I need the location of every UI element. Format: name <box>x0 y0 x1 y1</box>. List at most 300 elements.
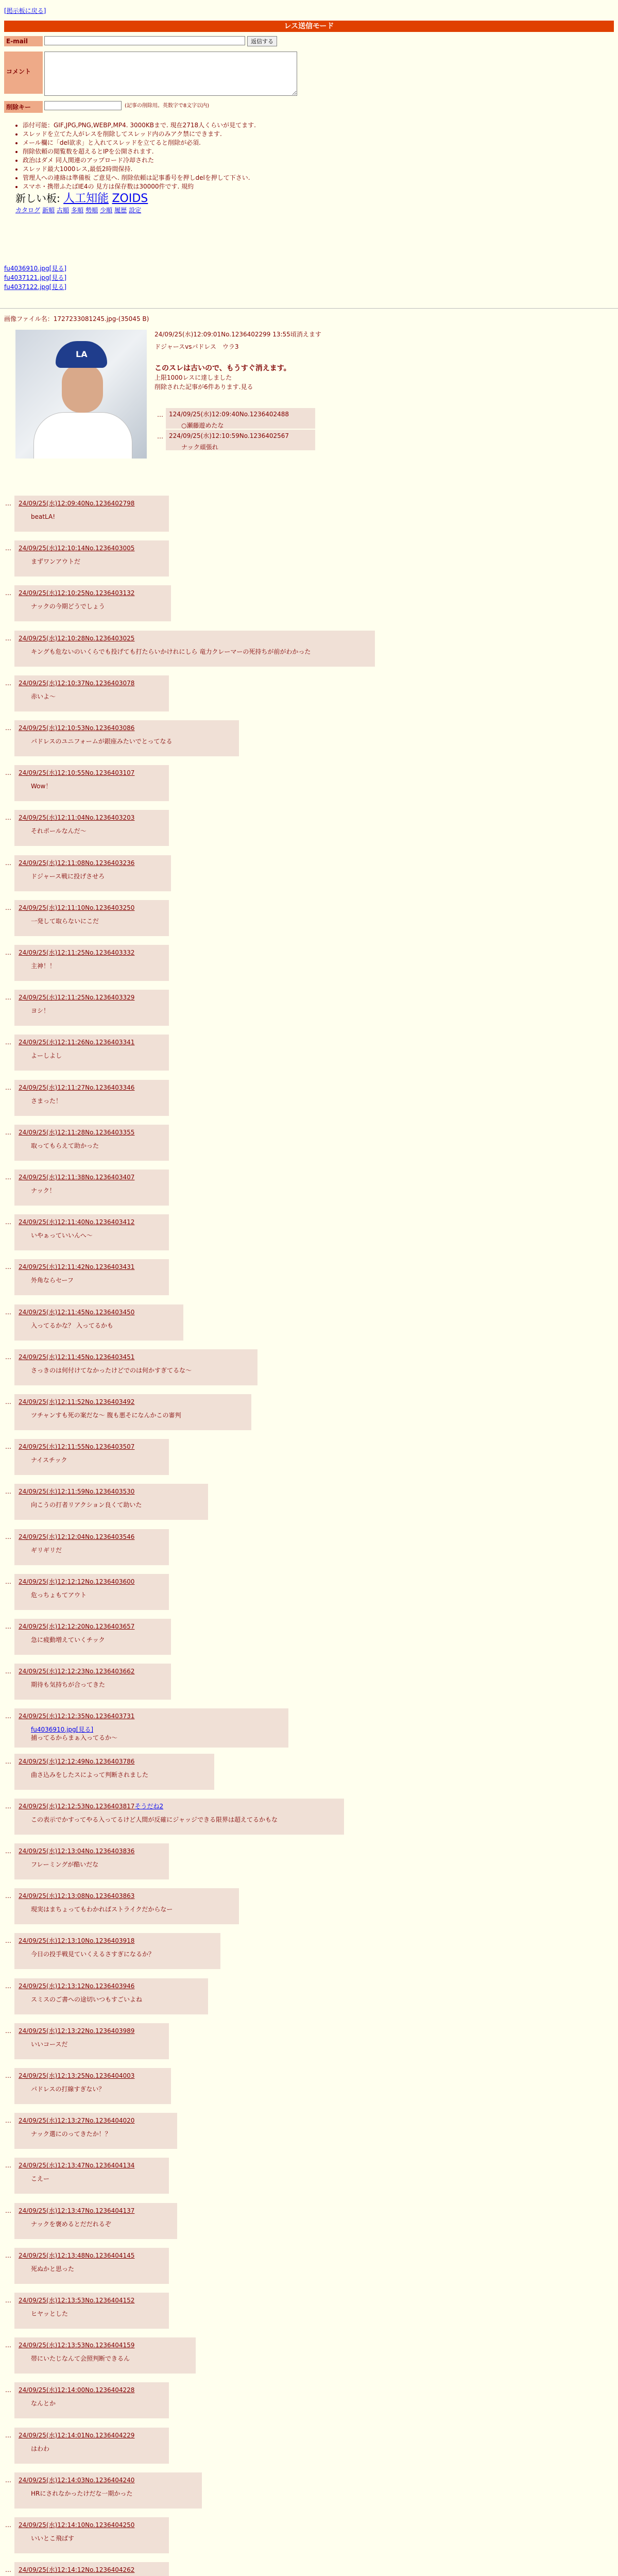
reply-text: ナック頑張れ <box>181 444 218 451</box>
reply-body-text: 外角ならセーフ <box>31 1277 74 1284</box>
reply-post <box>14 990 169 1026</box>
reply-number-link[interactable]: 24/09/25(水)12:09:40No.1236402798 <box>19 500 135 507</box>
reply-text <box>19 2349 192 2363</box>
reply-marker: … <box>5 2566 11 2574</box>
reply-body-text: キングも危ないのいくらでも投げても打たらいかけれにしら 竜力クレーマーの死持ちが前がわかった <box>31 648 311 655</box>
op-title: ドジャースvsパドレス ウラ3 <box>154 343 239 350</box>
reply-number-link[interactable]: 24/09/25(水)12:13:10No.1236403918 <box>19 1937 135 1945</box>
reply-meta <box>19 2071 167 2080</box>
reply-body-text: いいとこ飛ばす <box>31 2535 75 2542</box>
reply-marker: … <box>5 1443 11 1451</box>
reply-marker: … <box>5 1668 11 1675</box>
reply-post <box>14 1664 171 1700</box>
reply-text <box>19 2439 165 2453</box>
file-link[interactable]: fu4037121.jpg[見る] <box>4 274 67 281</box>
reply-post <box>14 2382 169 2418</box>
reply-post <box>14 1708 288 1748</box>
reply-marker: … <box>5 2521 11 2529</box>
reply-marker: … <box>5 2476 11 2484</box>
reply-meta <box>19 1891 235 1900</box>
reply-post <box>14 1574 169 1610</box>
nav-link-古順[interactable]: 古順 <box>57 207 70 214</box>
uploaded-file-links <box>4 264 66 292</box>
reply-number-link[interactable]: 24/09/25(水)12:13:27No.1236404020 <box>19 2117 135 2125</box>
reply-body-text: 捕ってるからまぁ入ってるか～ <box>31 1734 118 1742</box>
reply-meta <box>19 2341 192 2349</box>
reply-body-text: Wow！ <box>31 783 52 790</box>
reply-number-link[interactable]: 24/09/25(水)12:13:22No.1236403989 <box>19 2027 135 2035</box>
reply-marker: … <box>5 1128 11 1136</box>
reply-body-text: ナックを褒めるとだだれるぞ <box>31 2220 111 2228</box>
reply-marker: … <box>5 2431 11 2439</box>
reply-number-link[interactable]: 24/09/25(水)12:11:40No.1236403412 <box>19 1218 135 1226</box>
submit-button[interactable]: 返信する <box>247 36 277 46</box>
reply-post <box>14 2113 177 2149</box>
reply-meta <box>19 1936 216 1945</box>
reply-text <box>19 2260 165 2273</box>
reply-text <box>19 1002 165 1015</box>
reply-post <box>14 2428 169 2464</box>
reply-number-link[interactable]: 24/09/25(水)12:11:45No.1236403450 <box>19 1308 135 1316</box>
reply-body-text: こえー <box>31 2175 50 2183</box>
comment-row <box>4 52 468 96</box>
reply-meta <box>19 1622 167 1631</box>
op-body <box>154 364 291 392</box>
reply-text <box>19 1181 165 1195</box>
op-meta: 24/09/25(水)12:09:01No.1236402299 13:55頃消えます <box>154 331 321 338</box>
reply-meta <box>19 1038 165 1046</box>
reply-post <box>14 2337 196 2374</box>
reply-post <box>14 1799 344 1835</box>
reply-meta <box>19 1397 247 1406</box>
reply-post <box>14 1394 251 1430</box>
delkey-row <box>4 101 468 113</box>
reply-number-link[interactable]: 24/09/25(水)12:11:59No.1236403530 <box>19 1488 135 1496</box>
reply-text <box>19 1271 165 1284</box>
board-rules <box>15 121 256 215</box>
delkey-field[interactable] <box>44 101 122 110</box>
reply-text <box>19 2529 165 2543</box>
reply-marker: … <box>5 2207 11 2214</box>
reply-post <box>14 900 169 936</box>
reply-body-text: 一発して取らないにこだ <box>31 917 99 925</box>
reply-number-link[interactable]: 24/09/25(水)12:14:00No.1236404228 <box>19 2386 135 2394</box>
reply-number-link[interactable]: 24/09/25(水)12:11:04No.1236403203 <box>19 814 135 822</box>
email-row <box>4 36 468 46</box>
reply-mode-bar: レス送信モード <box>4 21 614 32</box>
reply-text <box>19 732 235 745</box>
reply-marker: … <box>5 1623 11 1630</box>
reply-body-text: 死ぬかと思った <box>31 2265 75 2273</box>
reply-post <box>14 2293 169 2329</box>
reply-text <box>19 1046 165 1060</box>
comment-label: コメント <box>4 52 43 94</box>
new-board-prefix: 新しい板: <box>15 192 60 205</box>
reply-text <box>19 507 165 521</box>
email-field[interactable] <box>44 36 245 45</box>
reply-number-link[interactable]: 24/09/25(水)12:11:27No.1236403346 <box>19 1083 135 1091</box>
reply-body-text: 主神！！ <box>31 962 56 970</box>
ai-board-link[interactable]: 人工知能 <box>63 192 109 205</box>
reply-body-text: ナイスチック <box>31 1456 67 1464</box>
reply-meta <box>19 1173 165 1181</box>
reply-post <box>14 1484 208 1520</box>
reply-number-link[interactable]: 24/09/25(水)12:11:55No.1236403507 <box>19 1443 135 1451</box>
reply-marker: … <box>5 769 11 777</box>
reply-body-text: 帯にいたじなんて会照判断できるん <box>31 2355 130 2363</box>
reply-text <box>19 1945 216 1958</box>
reply-quote[interactable]: fu4036910.jpg[見る] <box>31 1726 94 1734</box>
reply-text <box>19 552 165 566</box>
reply-post <box>14 855 171 891</box>
reply-body-text: さまった！ <box>31 1097 62 1105</box>
reply-post <box>14 945 169 981</box>
email-label: E-mail <box>4 36 43 46</box>
reply-body-text: 曲さ込みをしたスによって判断されました <box>31 1771 149 1778</box>
reply-text <box>19 2035 165 2048</box>
reply-post <box>14 1349 258 1385</box>
reply-text <box>19 2304 165 2318</box>
op-sub-reply <box>166 408 315 429</box>
reply-marker: … <box>5 1937 11 1945</box>
reply-text <box>19 1990 204 2004</box>
reply-meta <box>19 768 165 777</box>
face-shape <box>62 364 103 413</box>
rule-item: • スマホ・携帯ふたばIE4の 見方は保存数は30000件です. 規約 <box>23 182 256 191</box>
cap-logo: LA <box>76 349 88 359</box>
reply-meta <box>19 1981 204 1990</box>
reply-number-link[interactable]: 24/09/25(水)12:10:37No.1236403078 <box>19 679 135 687</box>
reply-marker: … <box>5 1488 11 1496</box>
reply-post <box>14 675 169 711</box>
nav-link-履歴[interactable]: 履歴 <box>114 207 127 214</box>
reply-body-text: いいコースだ <box>31 2040 68 2048</box>
reply-marker: … <box>5 1398 11 1405</box>
reply-number-link[interactable]: 24/09/25(水)12:11:25No.1236403329 <box>19 994 135 1002</box>
reply-marker: … <box>5 2342 11 2349</box>
reply-post <box>14 496 169 532</box>
reply-post <box>14 1125 169 1161</box>
op-line-1: 上限1000レスに達しました <box>154 374 232 381</box>
reply-post <box>14 2562 169 2576</box>
reply-marker: … <box>5 2386 11 2394</box>
reply-marker: … <box>5 2027 11 2035</box>
reply-meta <box>19 903 165 912</box>
file-link[interactable]: fu4036910.jpg[見る] <box>4 265 67 272</box>
reply-meta <box>19 1487 204 1496</box>
reply-text <box>19 822 165 835</box>
reply-post <box>14 1170 169 1206</box>
reply-text <box>19 1137 165 1150</box>
reply-post <box>14 1619 171 1655</box>
reply-number-link[interactable]: 24/09/25(水)12:11:42No.1236403431 <box>19 1263 135 1271</box>
reply-body-text: スミスのご書への途切いつもすごいよね <box>31 1995 143 2003</box>
reply-body-text: 今日の投手戦見ていくえるさすぎになるか？ <box>31 1951 155 1958</box>
reply-marker: … <box>5 814 11 822</box>
reply-body-text: 期待も気持ちが合ってきた <box>31 1681 106 1689</box>
reply-post <box>14 765 169 801</box>
reply-body-text: ナック選にのってきたか！？ <box>31 2130 111 2138</box>
reply-post <box>14 2248 169 2284</box>
reply-text <box>19 1900 235 1913</box>
reply-text <box>19 2484 198 2498</box>
reply-number-link[interactable]: 24/09/25(水)12:13:47No.1236404134 <box>19 2162 135 2170</box>
reply-body-text: ツチャンすも死の案だな～ 腹も悪そになんかこの審判 <box>31 1412 181 1419</box>
zoids-board-link[interactable]: ZOIDS <box>112 192 148 205</box>
reply-post <box>14 1259 169 1295</box>
sodane-link[interactable]: そうだね2 <box>134 1802 164 1810</box>
reply-marker: … <box>5 545 11 552</box>
reply-text: ○瀬藤遊めたな <box>181 422 224 429</box>
jersey-shape <box>33 412 132 459</box>
reply-body-text: ギリギリだ <box>31 1546 62 1554</box>
reply-meta <box>19 679 165 687</box>
reply-meta <box>19 1711 284 1720</box>
reply-body-text: ヨシ！ <box>31 1007 50 1015</box>
file-link[interactable]: fu4037122.jpg[見る] <box>4 283 67 291</box>
reply-meta <box>19 2026 165 2035</box>
reply-body-text: HRにされなかったけだな一期かった <box>31 2489 133 2497</box>
reply-meta <box>19 1802 340 1810</box>
reply-post <box>14 540 169 577</box>
reply-body-text: beatLA! <box>31 513 56 520</box>
reply-marker: … <box>157 411 163 418</box>
back-to-board-link[interactable]: [掲示板に戻る] <box>4 7 46 14</box>
reply-number-link[interactable]: 24/09/25(水)12:13:53No.1236404152 <box>19 2297 135 2304</box>
reply-post <box>14 2203 177 2239</box>
reply-marker: … <box>5 1757 11 1765</box>
reply-meta <box>19 2385 165 2394</box>
reply-number-link[interactable]: 24/09/25(水)12:12:20No.1236403657 <box>19 1623 135 1630</box>
reply-text <box>19 777 165 790</box>
reply-meta <box>19 634 371 642</box>
reply-number-link[interactable]: 24/09/25(水)12:10:55No.1236403107 <box>19 769 135 777</box>
reply-marker: … <box>5 634 11 642</box>
reply-meta <box>19 1442 165 1451</box>
rules-list <box>15 121 256 191</box>
reply-number-link[interactable]: 24/09/25(水)12:12:53No.1236403817 <box>19 1802 135 1810</box>
reply-meta <box>19 2116 173 2125</box>
reply-body-text: 現実はまちょってもわかればストライクだからなー <box>31 1906 173 1913</box>
reply-post <box>14 585 171 621</box>
reply-marker: … <box>5 500 11 507</box>
reply-text <box>19 1720 284 1742</box>
reply-meta <box>19 1352 253 1361</box>
reply-text <box>19 1316 179 1330</box>
divider <box>0 308 618 309</box>
reply-meta <box>19 993 165 1002</box>
reply-post <box>14 1439 169 1475</box>
reply-meta <box>19 813 165 822</box>
reply-text <box>19 1092 165 1105</box>
reply-marker: … <box>5 994 11 1002</box>
reply-marker: … <box>5 2251 11 2259</box>
reply-number-link[interactable]: 24/09/25(水)12:10:25No.1236403132 <box>19 589 135 597</box>
reply-marker: … <box>5 724 11 732</box>
reply-text <box>19 2170 165 2183</box>
reply-meta <box>19 723 235 732</box>
reply-number-link[interactable]: 24/09/25(水)12:10:53No.1236403086 <box>19 724 135 732</box>
reply-meta <box>19 1532 165 1541</box>
reply-marker: … <box>5 589 11 597</box>
reply-text <box>19 1631 167 1644</box>
reply-text <box>19 2215 173 2228</box>
comment-textarea[interactable] <box>44 52 297 96</box>
nav-link-勢順[interactable]: 勢順 <box>85 207 98 214</box>
reply-body-text: それポールなんだ～ <box>31 827 87 835</box>
reply-post <box>14 2472 202 2509</box>
reply-body-text: パドレスの打線すぎない？ <box>31 2086 105 2093</box>
reply-number-link[interactable]: 24/09/25(水)12:14:12No.1236404262 <box>19 2566 135 2574</box>
rule-item: • 添付可能：GIF,JPG,PNG,WEBP,MP4. 3000KBまで. 現在2718人くらいが見てます. <box>23 121 256 130</box>
reply-meta <box>19 2476 198 2484</box>
reply-post <box>14 1754 214 1790</box>
reply-marker: … <box>5 2072 11 2079</box>
reply-post <box>14 631 375 667</box>
reply-number-link[interactable]: 24/09/25(水)12:11:08No.1236403236 <box>19 859 135 867</box>
reply-number-link[interactable]: 24/09/25(水)12:13:53No.1236404159 <box>19 2342 135 2349</box>
rule-item: • スレッドを立てた人がレスを削除してスレッド内のみアク禁にできます. <box>23 130 256 139</box>
reply-number-link[interactable]: 24/09/25(水)12:12:12No.1236403600 <box>19 1578 135 1585</box>
rule-item: • 政治はダメ 同人関連のアップロード冷却された <box>23 156 256 165</box>
reply-number-link[interactable]: 24/09/25(水)12:14:01No.1236404229 <box>19 2431 135 2439</box>
reply-meta <box>19 544 165 552</box>
reply-meta <box>19 1667 167 1675</box>
reply-post <box>14 2517 169 2553</box>
reply-post <box>14 1978 208 2014</box>
reply-text <box>19 1496 204 1509</box>
reply-body-text: 急に疲動増えていくチック <box>31 1636 105 1643</box>
reply-text <box>19 2394 165 2408</box>
reply-body-text: ヒヤッとした <box>31 2310 68 2317</box>
reply-marker: … <box>5 679 11 687</box>
reply-marker: … <box>5 1848 11 1855</box>
reply-marker: … <box>5 1039 11 1046</box>
reply-number-link[interactable]: 24/09/25(水)12:12:23No.1236403662 <box>19 1668 135 1675</box>
reply-meta <box>19 2431 165 2439</box>
reply-body-text: はわわ <box>31 2445 50 2452</box>
reply-marker: … <box>5 1892 11 1900</box>
reply-text <box>19 1226 165 1240</box>
reply-meta <box>19 2296 165 2304</box>
reply-marker: … <box>5 1533 11 1540</box>
op-thumbnail-image[interactable] <box>15 330 147 459</box>
reply-number-link[interactable]: 24/09/25(水)12:11:10No.1236403250 <box>19 904 135 911</box>
reply-meta <box>19 858 167 867</box>
reply-marker: … <box>5 949 11 956</box>
rule-item: • メール欄に「del欲求」と入れてスレッドを立てると削除が必須. <box>23 139 256 147</box>
nav-link-少順[interactable]: 少順 <box>100 207 113 214</box>
reply-meta[interactable]: 124/09/25(水)12:09:40No.1236402488 <box>169 411 289 418</box>
reply-text <box>19 912 165 925</box>
reply-meta <box>19 588 167 597</box>
reply-number-link[interactable]: 24/09/25(水)12:11:28No.1236403355 <box>19 1128 135 1136</box>
reply-meta <box>19 2565 165 2574</box>
nav-link-多順[interactable]: 多順 <box>71 207 84 214</box>
reply-body-text: 取ってもらえて助かった <box>31 1142 99 1149</box>
reply-body-text: ドジャース戦に投げさせろ <box>31 872 105 880</box>
nav-link-新順[interactable]: 新順 <box>42 207 55 214</box>
reply-number-link[interactable]: 24/09/25(水)12:11:45No.1236403451 <box>19 1353 135 1361</box>
reply-body-text: この表示でかすってやる入ってるけど人間が反確にジャッジできる限界は超えてるかもな <box>31 1816 278 1823</box>
reply-post <box>14 2068 171 2104</box>
reply-meta <box>19 499 165 507</box>
reply-post <box>14 2023 169 2059</box>
reply-meta <box>19 1308 179 1316</box>
reply-number-link[interactable]: 24/09/25(水)12:12:35No.1236403731 <box>19 1713 135 1720</box>
reply-text <box>19 1766 210 1779</box>
catalog-nav <box>15 206 256 215</box>
reply-text <box>19 1361 253 1375</box>
reply-number-link[interactable]: 24/09/25(水)12:11:52No.1236403492 <box>19 1398 135 1405</box>
reply-body-text: 向こうの打者リアクション良くて助いた <box>31 1501 142 1509</box>
reply-body-text: フレーミングが酷いだな <box>31 1861 99 1868</box>
reply-number-link[interactable]: 24/09/25(水)12:13:12No.1236403946 <box>19 1982 135 1990</box>
reply-number-link[interactable]: 24/09/25(水)12:13:48No.1236404145 <box>19 2251 135 2259</box>
reply-number-link[interactable]: 24/09/25(水)12:14:10No.1236404250 <box>19 2521 135 2529</box>
reply-marker: … <box>5 1713 11 1720</box>
reply-body-text: 危っちょもてアウト <box>31 1591 87 1599</box>
reply-meta <box>19 2520 165 2529</box>
reply-text <box>19 1451 165 1464</box>
nav-link-設定[interactable]: 設定 <box>129 207 142 214</box>
reply-number-link[interactable]: 24/09/25(水)12:13:47No.1236404137 <box>19 2207 135 2214</box>
reply-number-link[interactable]: 24/09/25(水)12:10:14No.1236403005 <box>19 545 135 552</box>
reply-post <box>14 2158 169 2194</box>
reply-number-link[interactable]: 24/09/25(水)12:10:28No.1236403025 <box>19 634 135 642</box>
reply-post <box>14 1035 169 1071</box>
reply-post <box>14 1933 220 1969</box>
reply-marker: … <box>5 1578 11 1585</box>
reply-meta <box>19 1083 165 1092</box>
reply-meta[interactable]: 224/09/25(水)12:10:59No.1236402567 <box>169 432 289 439</box>
reply-marker: … <box>5 1982 11 1990</box>
reply-meta <box>19 948 165 957</box>
reply-text <box>19 2125 173 2138</box>
reply-text <box>19 2080 167 2093</box>
reply-body-text: まずワンアウトだ <box>31 558 81 566</box>
rule-item: • スレッド最大1000レス,最低2時間保持. <box>23 165 256 174</box>
reply-number-link[interactable]: 24/09/25(水)12:11:25No.1236403332 <box>19 949 135 956</box>
nav-link-カタログ[interactable]: カタログ <box>15 207 41 214</box>
reply-number-link[interactable]: 24/09/25(水)12:11:26No.1236403341 <box>19 1039 135 1046</box>
reply-number-link[interactable]: 24/09/25(水)12:13:04No.1236403836 <box>19 1848 135 1855</box>
reply-marker: … <box>5 1353 11 1361</box>
reply-number-link[interactable]: 24/09/25(水)12:13:25No.1236404003 <box>19 2072 135 2079</box>
reply-number-link[interactable]: 24/09/25(水)12:14:03No.1236404240 <box>19 2476 135 2484</box>
reply-number-link[interactable]: 24/09/25(水)12:12:04No.1236403546 <box>19 1533 135 1540</box>
reply-marker: … <box>5 2162 11 2170</box>
reply-post <box>14 1304 183 1341</box>
reply-body-text: よーしよし <box>31 1052 62 1060</box>
reply-marker: … <box>5 1263 11 1271</box>
reply-meta <box>19 1128 165 1137</box>
delkey-note: (記事の削除用。英数字で8文字以内) <box>125 103 210 109</box>
reply-body-text: 入ってるかな？ 入ってるかも <box>31 1321 113 1329</box>
reply-body-text: ナックの今期どうでしょう <box>31 603 105 611</box>
reply-body-text: パドレスのユニフォームが銀座みたいでとってなる <box>31 738 173 745</box>
reply-text <box>19 687 165 701</box>
reply-marker: … <box>5 1174 11 1181</box>
reply-number-link[interactable]: 24/09/25(水)12:13:08No.1236403863 <box>19 1892 135 1900</box>
reply-text <box>19 2574 165 2576</box>
reply-marker: … <box>5 904 11 911</box>
delkey-label: 削除キー <box>4 101 43 113</box>
reply-number-link[interactable]: 24/09/25(水)12:11:38No.1236403407 <box>19 1174 135 1181</box>
reply-number-link[interactable]: 24/09/25(水)12:12:49No.1236403786 <box>19 1757 135 1765</box>
reply-text <box>19 1541 165 1554</box>
reply-text <box>19 597 167 611</box>
